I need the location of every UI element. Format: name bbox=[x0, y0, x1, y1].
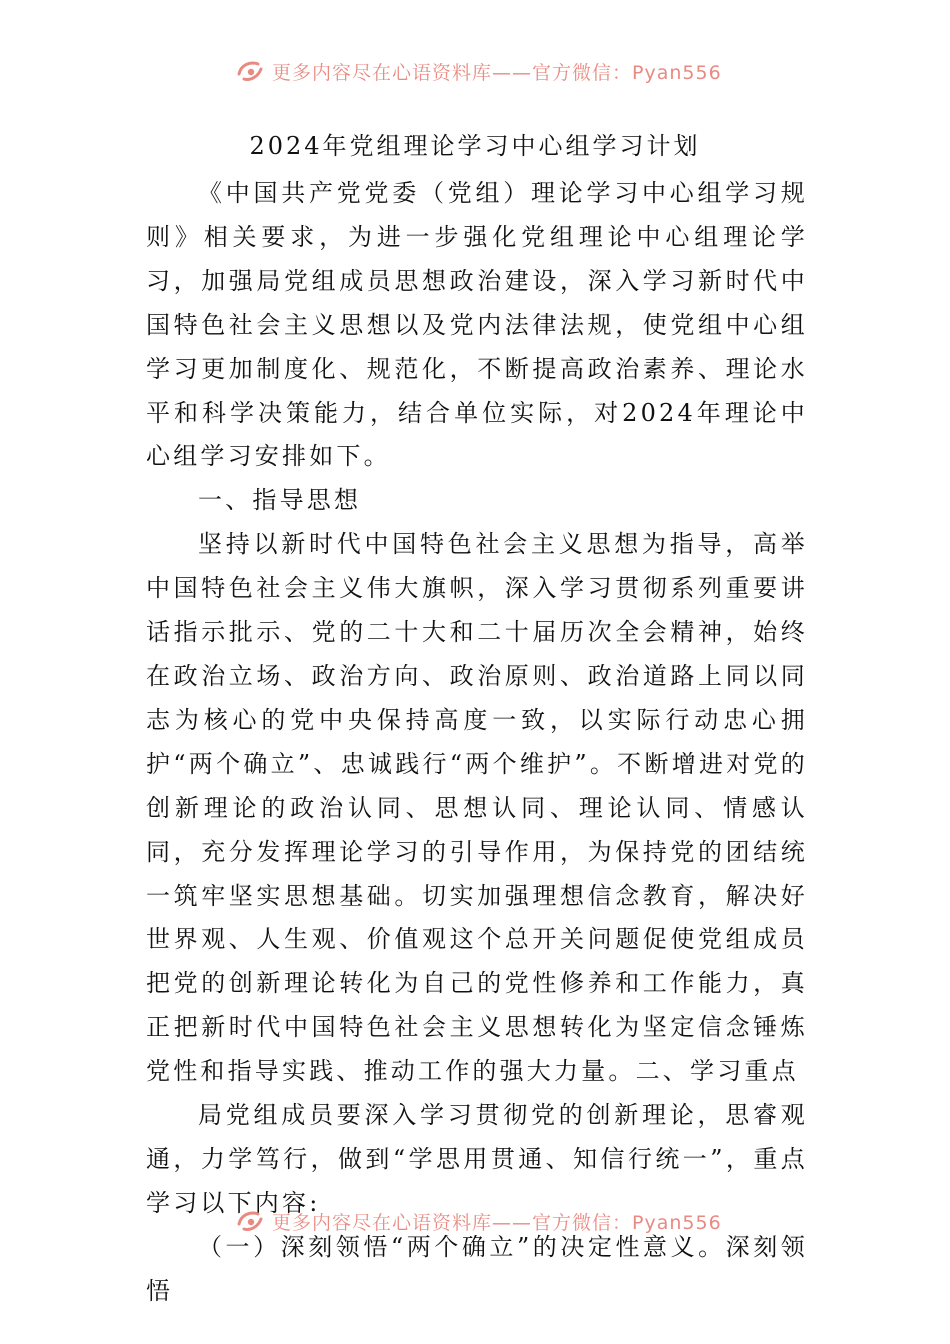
watermark-logo-icon bbox=[236, 1207, 266, 1235]
study-focus-paragraph: 局党组成员要深入学习贯彻党的创新理论，思睿观通，力学笃行，做到“学思用贯通、知信行统一”，重点学习以下内容: bbox=[146, 1101, 808, 1217]
section-heading-guiding-ideology: 一、指导思想 bbox=[198, 486, 362, 515]
document-title: 2024年党组理论学习中心组学习计划 bbox=[249, 132, 701, 160]
guiding-ideology-paragraph: 坚持以新时代中国特色社会主义思想为指导，高举中国特色社会主义伟大旗帜，深入学习贯彻系列重要讲话指示批示、党的二十大和二十届历次全会精神，始终在政治立场、政治方向、政治原则、政治道路上同以同志为核心的党中央保持高度一致，以实际行动忠心拥护“两个确立”、忠诚践行“两个维护”。不断增进对党的创新理论的政治认同、思想认同、理论认同、情感认同，充分发挥理论学习的引导作用，为保持党的团结统一筑牢坚实思想基础。切实加强理想信念教育，解决好世界观、人生观、价值观这个总开关问题促使党组成员把党的创新理论转化为自己的党性修养和工作能力，真正把新时代中国特色社会主义思想转化为坚定信念锤炼党性和指导实践、推动工作的强大力量。二、学习重点 bbox=[146, 530, 808, 1086]
intro-paragraph: 《中国共产党党委（党组）理论学习中心组学习规则》相关要求，为进一步强化党组理论中心组理论学习，加强局党组成员思想政治建设，深入学习新时代中国特色社会主义思想以及党内法律法规，使党组中心组学习更加制度化、规范化，不断提高政治素养、理论水平和科学决策能力，结合单位实际，对2024年理论中心组学习安排如下。 bbox=[146, 179, 808, 471]
document-body bbox=[146, 172, 808, 1314]
watermark-logo-icon bbox=[236, 57, 266, 85]
watermark-text: 更多内容尽在心语资料库——官方微信：Pyan556 bbox=[272, 61, 722, 84]
watermark-footer bbox=[236, 1206, 756, 1236]
subsection-heading-1: （一）深刻领悟“两个确立”的决定性意义。深刻领悟 bbox=[146, 1232, 808, 1305]
watermark-header bbox=[236, 56, 756, 86]
watermark-text: 更多内容尽在心语资料库——官方微信：Pyan556 bbox=[272, 1211, 722, 1234]
